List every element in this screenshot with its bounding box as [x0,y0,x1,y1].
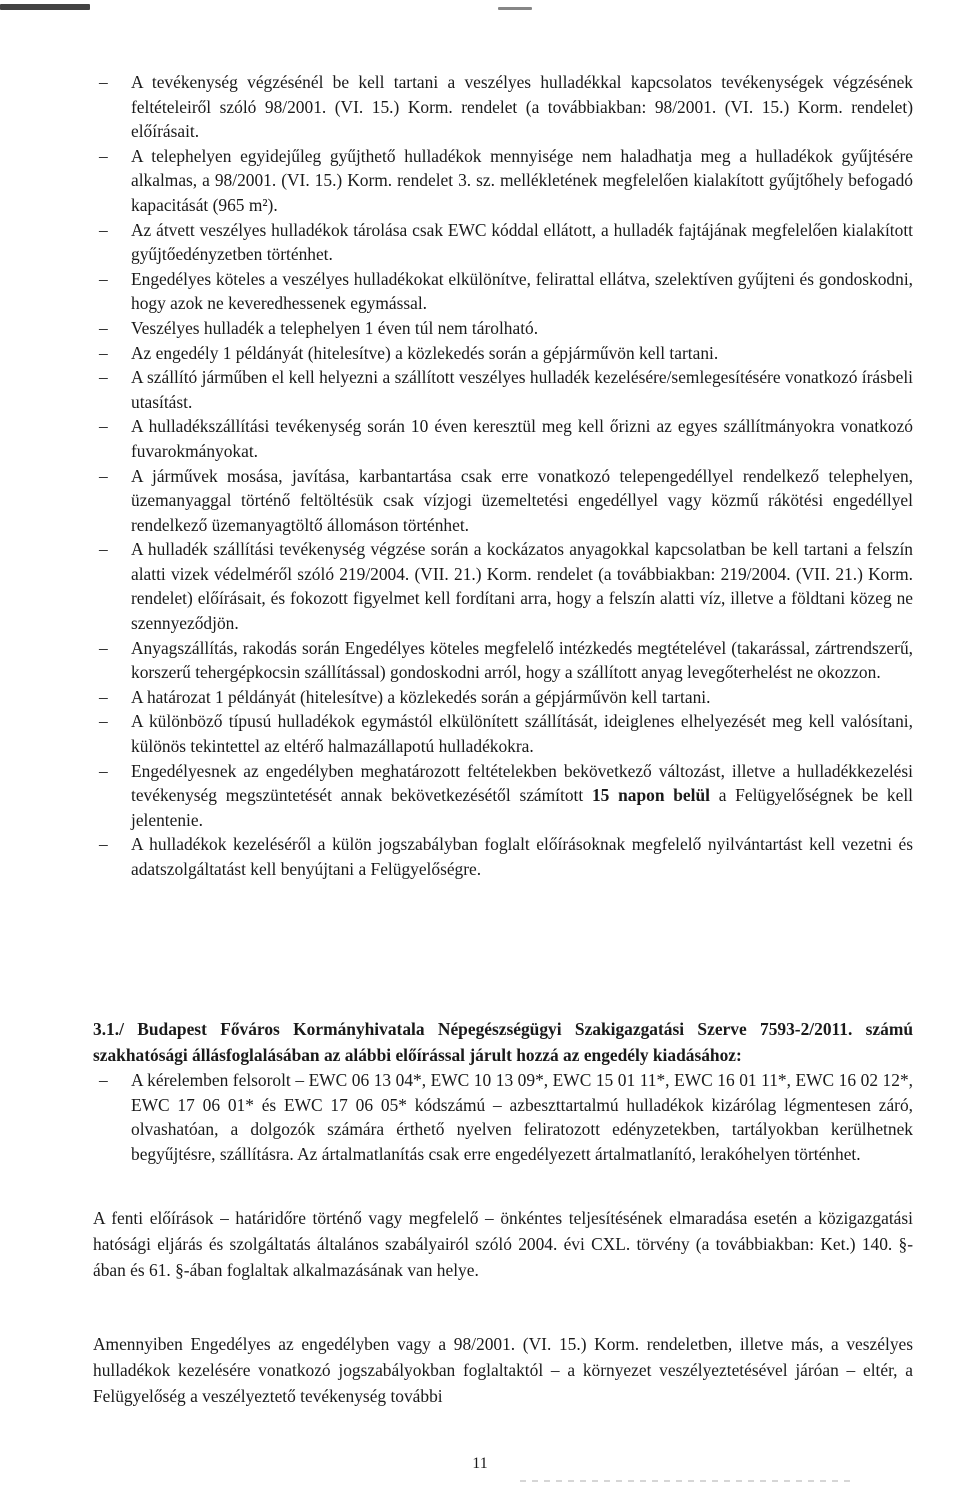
paragraph-enforcement: A fenti előírások – határidőre történő vagy megfelelő – önkéntes teljesítésének elmaradása esetén a közigazgatási hatósági eljárás és szolgáltatás általános szabályairól szóló 2004. évi CXL. törvény (a továbbiakban: Ket.) 140. §-ában és 61. §-ában foglaltak alkalmazásának van helye. [93,1208,913,1280]
list-dash: – [99,1070,108,1090]
list-item [93,1068,913,1166]
list-item-text: A hulladék szállítási tevékenység végzése során a kockázatos anyagokkal kapcsolatban be kell tartani a felszín alatti vizek védelméről szóló 219/2004. (VII. 21.) Korm. rendelet (a továbbiakban: 219/2004. (VII. 21.) Korm. rendelet) előírásait, és fokozott figyelmet kell fordítani arra, hogy a felszín alatti víz, illetve a földtani közeg ne szennyeződjön. [131,539,913,634]
list-dash: – [99,219,108,240]
list-item [93,144,913,218]
list-item-text [131,761,913,830]
scan-artifact [498,7,532,10]
list-dash: – [99,317,108,338]
list-item [93,316,913,341]
list-item-text: Az átvett veszélyes hulladékok tárolása csak EWC kóddal ellátott, a hulladék fajtájának megfelelően kialakított gyűjtőedényzetben történhet. [131,219,913,265]
list-item-text: A határozat 1 példányát (hitelesítve) a közlekedés során a gépjárművön kell tartani. [131,686,711,707]
list-item-text: A hulladékok kezeléséről a külön jogszabályban foglalt előírásoknak megfelelő nyilvántartást kell vezetni és adatszolgáltatást kell benyújtani a Felügyelőségre. [131,834,913,879]
list-item [93,267,913,316]
list-dash: – [99,145,108,166]
list-dash: – [99,268,108,289]
list-item-text: A telephelyen egyidejűleg gyűjthető hulladékok mennyisége nem haladhatja meg a hulladékok gyűjtésére alkalmas, a 98/2001. (VI. 15.) Korm. rendelet 3. sz. mellékletének megfelelően kialakított gyűjtőhely befogadó kapacitását (965 m²). [131,145,913,215]
paragraph-deviation: Amennyiben Engedélyes az engedélyben vagy a 98/2001. (VI. 15.) Korm. rendeletben, illetve más, a veszélyes hulladékok kezelésére vonatkozó jogszabályokban foglaltaktól – a környezet veszélyeztetésével járóan – eltér, a Felügyelőség a veszélyeztető tevékenység további [93,1334,913,1406]
scan-artifact [520,1480,850,1482]
list-dash: – [99,416,108,437]
list-item-text: A különböző típusú hulladékok egymástól elkülönített szállítását, ideiglenes elhelyezését meg kell valósítani, különös tekintettel az eltérő halmazállapotú hulladékokra. [131,711,913,757]
list-dash: – [99,342,108,363]
page-number: 11 [472,1455,488,1472]
requirements-list [93,70,913,882]
list-item [93,709,913,758]
list-item [93,70,913,144]
list-dash: – [99,711,108,732]
list-dash: – [99,834,108,855]
list-item-text: A járművek mosása, javítása, karbantartása csak erre vonatkozó telepengedéllyel rendelkező telephelyen, üzemanyaggal történő feltöltésük csak vízjogi üzemeltetési engedéllyel vagy közmű rákötési engedéllyel rendelkező üzemanyagtöltő állomáson történhet. [131,465,913,535]
list-item [93,759,913,833]
scan-artifact [0,4,90,10]
list-dash: – [99,637,108,658]
list-item-text: Veszélyes hulladék a telephelyen 1 éven túl nem tárolható. [131,317,539,338]
list-dash: – [99,367,108,388]
section-3-1 [93,1016,913,1166]
list-item [93,218,913,267]
list-item [93,537,913,635]
list-item-text: Anyagszállítás, rakodás során Engedélyes köteles megfelelő intézkedés megtételével (takarással, zártrendszerű, korszerű tehergépkocsin szállítással) gondoskodni arról, hogy a szállított anyag levegőterhelést ne okozzon. [131,637,913,683]
notify-deadline: 15 napon belül [591,785,710,806]
list-dash: – [99,539,108,560]
list-item-text: A hulladékszállítási tevékenység során 10 éven keresztül meg kell őrizni az egyes szállítmányokra vonatkozó fuvarokmányokat. [131,416,913,461]
list-item-text: A tevékenység végzésénél be kell tartani a veszélyes hulladékkal kapcsolatos tevékenységek végzésének feltételeiről szóló 98/2001. (VI. 15.) Korm. rendelet (a továbbiakban: 98/2001. (VI. 15.) Korm. rendelet) előírásait. [131,72,913,142]
list-item [93,685,913,710]
notify-text-before: Engedélyesnek az engedélyben meghatározott feltételekben bekövetkező változást, illetve a hulladékkezelési tevékenység megszüntetését annak bekövetkezésétől számított [131,760,913,806]
list-item [93,365,913,414]
notify-text-after: a Felügyelőségnek be kell jelentenie. [131,785,914,830]
list-item [93,464,913,538]
list-item [93,636,913,685]
list-dash: – [99,72,108,92]
list-dash: – [99,465,108,486]
list-item-text: A szállító járműben el kell helyezni a szállított veszélyes hulladék kezelésére/semlegesítésére vonatkozó írásbeli utasítást. [131,367,913,412]
list-item [93,832,913,881]
list-item-text: Engedélyes köteles a veszélyes hulladékokat elkülönítve, felirattal ellátva, szelektíven gyűjteni és gondoskodni, hogy azok ne keveredhessenek egymással. [131,268,913,314]
list-item-text: A kérelemben felsorolt – EWC 06 13 04*, EWC 10 13 09*, EWC 15 01 11*, EWC 16 01 11*, EWC 16 02 12*, EWC 17 06 01* és EWC 17 06 05* kódszámú – azbeszttartalmú hulladékok kizárólag légmentesen záró, olvashatóan, a dolgozók számára érthető nyelven feliratozott edényzetekben, tartályokban kerülhetnek begyűjtésre, szállításra. Az ártalmatlanítás csak erre engedélyezett ártalmatlanító, lerakóhelyen történhet. [131,1070,913,1164]
list-item [93,341,913,366]
list-item [93,414,913,463]
section-heading: 3.1./ Budapest Főváros Kormányhivatala Népegészségügyi Szakigazgatási Szerve 7593-2/2011. számú szakhatósági állásfoglalásában az alábbi előírással járult hozzá az engedély kiadásához: [93,1019,913,1065]
list-dash: – [99,686,108,707]
list-item-text: Az engedély 1 példányát (hitelesítve) a közlekedés során a gépjárművön kell tartani. [131,342,719,363]
list-dash: – [99,760,108,781]
